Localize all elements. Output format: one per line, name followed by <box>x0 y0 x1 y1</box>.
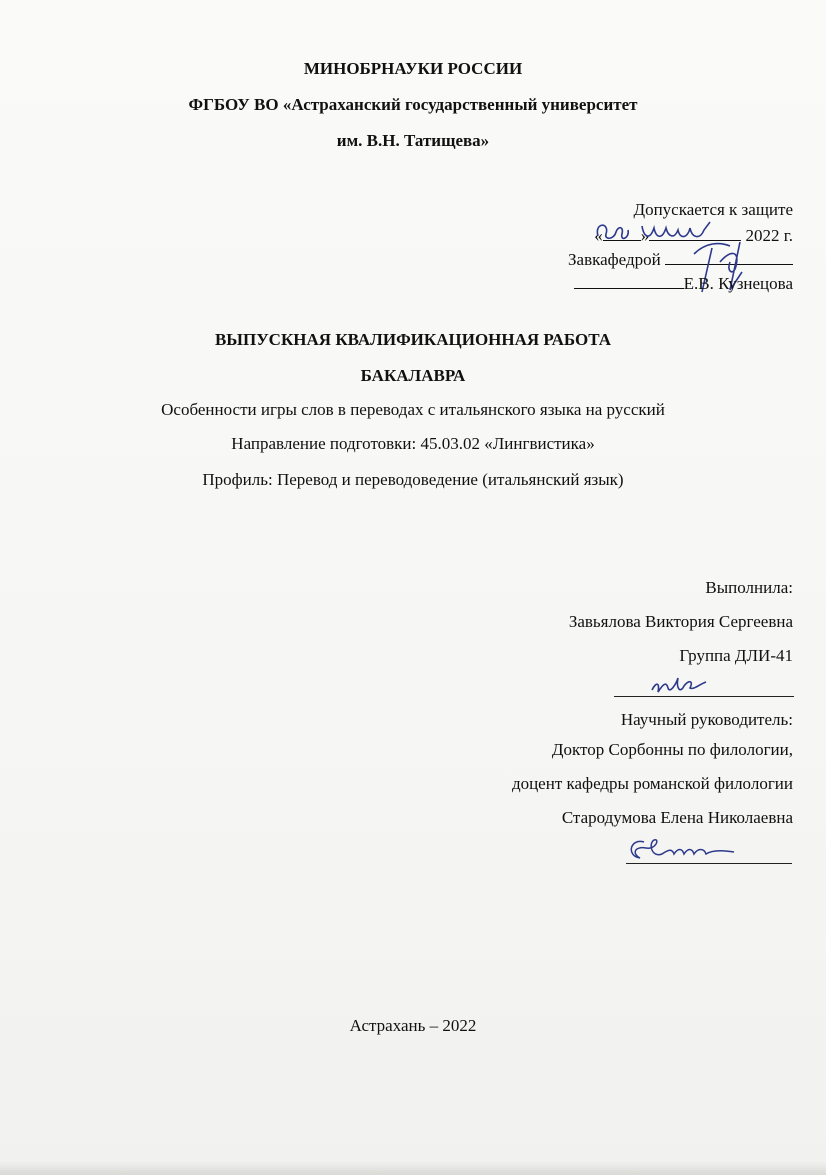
date-open-quote: « <box>594 226 603 245</box>
head-label: Завкафедрой <box>568 250 661 269</box>
date-year: 2022 г. <box>745 226 793 245</box>
study-direction: Направление подготовки: 45.03.02 «Лингвистика» <box>231 434 595 453</box>
head-of-department <box>568 248 793 270</box>
thesis-title-line-2: БАКАЛАВРА <box>360 366 466 385</box>
head-name-row <box>574 272 793 294</box>
admitted-to-defense: Допускается к защите <box>633 200 793 219</box>
supervisor-label: Научный руководитель: <box>620 710 793 729</box>
university-line-1: ФГБОУ ВО «Астраханский государственный университет <box>188 95 638 114</box>
author-label: Выполнила: <box>705 578 793 597</box>
study-profile: Профиль: Перевод и переводоведение (итальянский язык) <box>202 470 624 489</box>
date-close-quote: » <box>640 226 650 245</box>
page-edge-shadow <box>0 1161 826 1175</box>
author-group: Группа ДЛИ-41 <box>679 646 793 665</box>
thesis-topic: Особенности игры слов в переводах с итальянского языка на русский <box>161 400 665 419</box>
supervisor-position: доцент кафедры романской филологии <box>511 774 793 793</box>
city-and-year: Астрахань – 2022 <box>349 1016 477 1035</box>
ministry-heading: МИНОБРНАУКИ РОССИИ <box>303 59 523 78</box>
supervisor-name: Стародумова Елена Николаевна <box>561 808 793 827</box>
head-name-blank <box>574 272 684 289</box>
author-signature <box>650 672 710 698</box>
head-name: Е.В. Кузнецова <box>683 274 793 293</box>
thesis-title-line-1: ВЫПУСКНАЯ КВАЛИФИКАЦИОННАЯ РАБОТА <box>214 330 612 349</box>
author-name: Завьялова Виктория Сергеевна <box>568 612 793 631</box>
supervisor-degree: Доктор Сорбонны по филологии, <box>551 740 793 759</box>
supervisor-signature <box>626 832 746 866</box>
university-line-2: им. В.Н. Татищева» <box>336 131 490 150</box>
